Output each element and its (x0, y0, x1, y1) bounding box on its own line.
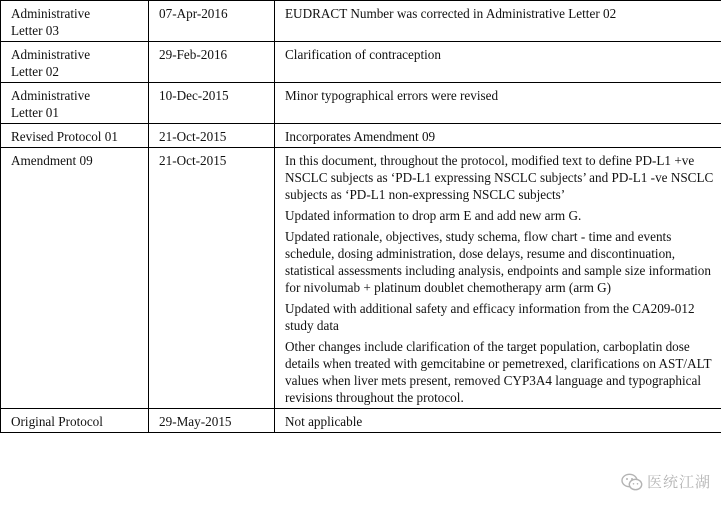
summary-cell (275, 1, 721, 42)
summary-paragraph: Updated with additional safety and efficacy information from the CA209-012 study data (285, 301, 695, 333)
summary-cell (275, 148, 721, 409)
summary-paragraph: Minor typographical errors were revised (285, 88, 499, 103)
watermark (621, 473, 711, 491)
summary-paragraph: In this document, throughout the protocol, modified text to define PD-L1 +ve NSCLC subjects as ‘PD-L1 expressing NSCLC subjects’ and PD-L1 -ve NSCLC subjects as ‘PD-L1 non-expressing NSCLC subjects’ (285, 153, 714, 202)
document-cell: Revised Protocol 01 (1, 124, 149, 148)
summary-paragraph: EUDRACT Number was corrected in Administrative Letter 02 (285, 6, 617, 21)
document-cell: Administrative Letter 01 (1, 83, 149, 124)
watermark-text: 医统江湖 (646, 472, 711, 491)
date-cell: 21-Oct-2015 (149, 148, 275, 409)
table-row (1, 409, 721, 433)
summary-paragraph: Clarification of contraception (285, 47, 441, 62)
summary-paragraph: Not applicable (285, 414, 363, 429)
document-cell: Administrative Letter 02 (1, 42, 149, 83)
table-body (1, 1, 721, 433)
date-cell: 29-Feb-2016 (149, 42, 275, 83)
date-cell: 29-May-2015 (149, 409, 275, 433)
summary-paragraph: Updated rationale, objectives, study schema, flow chart - time and events schedule, dosing administration, dose delays, resume and discontinuation, statistical assessments including analysis, endpoints and sample size information for nivolumab + platinum doublet chemotherapy arm (arm G) (285, 229, 711, 295)
document-cell: Original Protocol (1, 409, 149, 433)
table-row (1, 42, 721, 83)
table-row (1, 124, 721, 148)
date-cell: 07-Apr-2016 (149, 1, 275, 42)
wechat-icon (621, 473, 643, 491)
summary-paragraph: Incorporates Amendment 09 (285, 129, 436, 144)
date-cell: 21-Oct-2015 (149, 124, 275, 148)
document-cell: Administrative Letter 03 (1, 1, 149, 42)
table-row (1, 148, 721, 409)
summary-paragraph: Other changes include clarification of the target population, carboplatin dose details when treated with gemcitabine or pemetrexed, clarifications on AST/ALT values when liver mets present, removed CYP3A4 language and typographical revisions throughout the protocol. (285, 339, 712, 405)
summary-cell (275, 83, 721, 124)
summary-paragraph: Updated information to drop arm E and add new arm G. (285, 208, 582, 223)
table-row (1, 1, 721, 42)
summary-cell (275, 42, 721, 83)
table-row (1, 83, 721, 124)
summary-cell (275, 124, 721, 148)
summary-cell (275, 409, 721, 433)
date-cell: 10-Dec-2015 (149, 83, 275, 124)
document-cell: Amendment 09 (1, 148, 149, 409)
